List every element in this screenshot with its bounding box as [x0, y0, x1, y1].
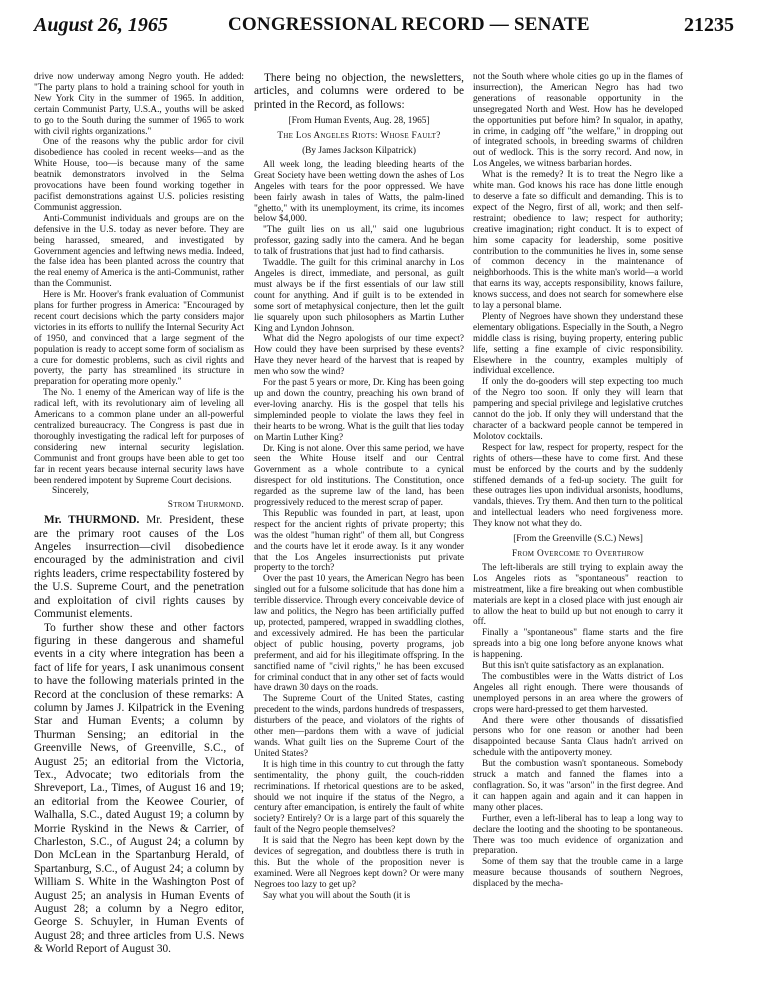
letter-closing: Sincerely,: [52, 486, 89, 497]
article-headline: From Overcome to Overthrow: [512, 548, 644, 559]
article-source: [From Human Events, Aug. 28, 1965]: [288, 116, 430, 127]
paragraph: Further, even a left-liberal has to leap a long way to declare the looting and the shooting to be spontaneous. There was too much evidence of organization and preparation.: [473, 813, 683, 857]
column-2: [254, 72, 464, 980]
paragraph: One of the reasons why the public ardor for civil disobedience has cooled in recent weeks—and as the White House, too—is because many of the same beatnik demonstrators involved in the Selma provocations have been found working together in pacifist demonstrations against U.S. policies resisting Communist aggression.: [34, 137, 244, 213]
paragraph: Some of them say that the trouble came in a large measure because thousands of southern Negroes, displaced by the mecha-: [473, 857, 683, 890]
remarks-paragraph: [34, 514, 244, 621]
paragraph: All week long, the leading bleeding hearts of the Great Society have been wetting down the ashes of Los Angeles with tears for the poor oppressed. We have been fairly awash in tales of Watts, the palm-lined "ghetto," with its unemployment, its crime, its incomes below $4,000.: [254, 159, 464, 225]
paragraph: Over the past 10 years, the American Negro has been singled out for a fulsome solicitude that has done him a terrible disservice. Through every conceivable device of law and politics, the Negro has been artificially puffed up, protected, pampered, wrapped in swaddling clothes, and excessively admired. He has been the particular object of public housing, poverty programs, job preferment, and aid for his illegitimate offspring. In the sanctified name of "civil rights," he has been excused for criminal conduct that in any other set of facts would have drawn 30 days on the roads.: [254, 574, 464, 694]
senator-remarks: [34, 514, 244, 956]
article-headline: The Los Angeles Riots: Whose Fault?: [277, 131, 441, 142]
paragraph: Anti-Communist individuals and groups are on the defensive in the U.S. today as never before. They are being harassed, smeared, and investigated by Government agencies and leftwing news media. Indeed, the false idea has been planted across the country that the real enemy of America is the anti-Communist, rather than the Communist.: [34, 213, 244, 290]
remarks-text: Mr. President, these are the primary root causes of the Los Angeles insurrection—civil disobedience encouraged by the administration and civil rights leaders, crime respectability fostered by the U.S. Supreme Court, and the penetration and exploitation of civil rights causes by Communist elements.: [34, 514, 244, 621]
page-number: 21235: [684, 14, 734, 36]
paragraph: Here is Mr. Hoover's frank evaluation of Communist plans for further progress in America: "Encouraged by recent court decisions which the party considers major victories in its efforts to nullify the Internal Security Act of 1950, and convinced that a large segment of the population is ready to accept some form of socialism as a cure for domestic problems, such as civil rights and poverty, the party has streamlined its structure in preparation for operating more openly.": [34, 290, 244, 388]
speaker-name: Mr. THURMOND.: [44, 514, 140, 527]
remarks-paragraph: To further show these and other factors figuring in these dangerous and shameful events in a city where integration has been a fact of life for years, I ask unanimous consent to have the following materials printed in the Record at the conclusion of these remarks: A column by James J. Kilpatrick in the Evening Star and Human Events; a column by Thurman Sensing; an editorial in the Greenville News, of Greenville, S.C., of August 25; an editorial from the Victoria, Tex., Advocate; two editorials from the Shreveport, La., Times, of August 16 and 19; an editorial from the Keowee Courier, of Walhalla, S.C., dated August 19; a column by Morrie Ryskind in the News & Carrier, of Charleston, S.C., of August 24; a column by Don McLean in the Spartanburg Herald, of Spartanburg, S.C., of August 24; a column by William S. White in the Washington Post of August 25; an analysis in Human Events of August 28; a column by a Negro editor, George S. Schuyler, in Human Events of August 28; and three articles from U.S. News & World Report of August 30.: [34, 621, 244, 956]
paragraph: But this isn't quite satisfactory as an explanation.: [482, 661, 664, 672]
record-note: [254, 72, 464, 112]
paragraph: The combustibles were in the Watts district of Los Angeles all right enough. There were thousands of unemployed persons in an area where the growers of crops were hard-pressed to get them harvested.: [473, 671, 683, 715]
paragraph: This Republic was founded in part, at least, upon respect for the ancient rights of private property; this was the oldest "human right" of them all, but Congress and the courts have let it erode away. Is it any wonder that the Los Angeles insurrectionists put private property to the torch?: [254, 508, 464, 574]
publication-title: CONGRESSIONAL RECORD — SENATE: [228, 14, 590, 35]
paragraph: Dr. King is not alone. Over this same period, we have seen the White House itself and our Central Government as a whole contribute to a cynical disrespect for old institutions. The Constitution, once regarded as the supreme law of the land, has been progressively reduced to the merest scrap of paper.: [254, 443, 464, 509]
article-byline: (By James Jackson Kilpatrick): [302, 146, 416, 157]
issue-date: August 26, 1965: [34, 14, 168, 36]
paragraph: Plenty of Negroes have shown they understand these elementary obligations. Especially in the South, a Negro middle class is rising, buying property, entering public life, setting a fine example of civic responsibility. Elsewhere in the country, examples multiply of individual excellence.: [473, 311, 683, 377]
article-source: [From the Greenville (S.C.) News]: [513, 534, 643, 545]
column-3: [473, 72, 683, 980]
page-header: [34, 14, 734, 40]
paragraph: For the past 5 years or more, Dr. King has been going up and down the country, preaching his own brand of ever-loving anarchy. His is the gospel that tells his simpleminded people to violate the laws they feel in their hearts to be wrong. What is the guilt that lies today on Martin Luther King?: [254, 378, 464, 443]
paragraph: What did the Negro apologists of our time expect? How could they have been surprised by these events? Have they never heard of the harvest that is reaped by men who sow the wind?: [254, 334, 464, 378]
paragraph: There being no objection, the newsletters, articles, and columns were ordered to be printed in the Record, as follows:: [254, 72, 464, 111]
paragraph: The Supreme Court of the United States, casting precedent to the winds, pardons hundreds of trespassers, disturbers of the peace, and violators of the rights of other men—pardons them with a wave of judicial wands. What guilt lies on the Supreme Court of the United States?: [254, 694, 464, 759]
column-1: [34, 72, 244, 980]
paragraph: The No. 1 enemy of the American way of life is the radical left, with its revolutionary aim of leveling all Americans to a common plane under an all-powerful centralized bureaucracy. The Congress is past due in thoroughly investigating the radical left for purposes of considering new internal security legislation. Communist and front groups have been able to get too far in recent years because internal security laws have been rendered impotent by Supreme Court decisions.: [34, 388, 244, 486]
paragraph: Finally a "spontaneous" flame starts and the fire spreads into a big one long before anyone knows what is happening.: [473, 628, 683, 661]
paragraph: If only the do-gooders will step expecting too much of the Negro too soon. If only they will learn that pampering and special privilege and legislative crutches cannot do the job. If only they will understand that the character of a backward people cannot be tempered in Molotov cocktails.: [473, 377, 683, 442]
paragraph: It is said that the Negro has been kept down by the devices of segregation, and doubtless there is truth in this. But the whole of the proposition never is examined. Were all Negroes kept down? Or were many Negroes too lazy to get up?: [254, 836, 464, 890]
paragraph: Say what you will about the South (it is: [263, 890, 411, 901]
paragraph: not the South where whole cities go up in the flames of insurrection), the American Negro has had two generations of reasonable opportunity in the unsegregated North and West. How has he developed the opportunities put before him? In squalor, in apathy, in crime, in cadging off "the welfare," in dropping out of integrated schools, in breeding swarms of children out of wedlock. This is the sorry record. And now, in Los Angeles, we witness barbarian hordes.: [473, 72, 683, 170]
paragraph: "The guilt lies on us all," said one lugubrious professor, gazing sadly into the camera. And he began to talk of frustrations that just had to find catharsis.: [254, 225, 464, 258]
paragraph: But the combustion wasn't spontaneous. Somebody struck a match and fanned the flames into a conflagration. So, it was "arson" in the first degree. And it can happen again and again and it can happen in many other places.: [473, 759, 683, 813]
paragraph: Respect for law, respect for property, respect for the rights of others—these have to come first. And these must be enforced by the courts and by the suddenly stiffened demands of a fed-up society. The guilt for these outrages lies upon individual arsonists, hoodlums, vandals, thieves. Try them. And then turn to the political and intellectual leaders who need forgiveness more. They know not what they do.: [473, 442, 683, 530]
paragraph: What is the remedy? It is to treat the Negro like a white man. God knows his race has done little enough to deserve a fate so difficult and demanding. This is to expect of the Negro, first of all, work; and then self-restraint; obedience to law; respect for authority; creative imagination; right conduct. It is to expect of him some capacity for leadership, some positive contribution to the communities he lives in, some sense of common decency in the maintenance of neighborhoods. This is the white man's world—a world that earns its way, accepts responsibility, knows failure, knows success, and does not search for somewhere else to lay a personal blame.: [473, 170, 683, 312]
paragraph: And there were other thousands of dissatisfied persons who for one reason or another had been disappointed because Santa Claus hadn't arrived on schedule with the antipoverty money.: [473, 715, 683, 759]
paragraph: Twaddle. The guilt for this criminal anarchy in Los Angeles is direct, immediate, and personal, as guilt must always be if the first essentials of our law still count for anything. And if guilt is to be extended in some sort of metaphysical conjecture, then let the guilt lie squarely upon such philosophers as Martin Luther King and Lyndon Johnson.: [254, 258, 464, 334]
letter-signature: Strom Thurmond.: [167, 500, 244, 511]
paragraph: drive now underway among Negro youth. He added: "The party plans to hold a training school for youth in New York City in the summer of 1965. In addition, certain Communist Party, U.S.A., youths will be asked to go to the South during the summer of 1965 to work with civil rights organizations.": [34, 72, 244, 137]
paragraph: The left-liberals are still trying to explain away the Los Angeles riots as "spontaneous" reaction to mistreatment, like a fire breaking out when combustible materials are kept in a closed place with just enough air to allow the heat to build up but not enough to carry it off.: [473, 562, 683, 628]
paragraph: It is high time in this country to cut through the fatty sentimentality, the phony guilt, the couch-ridden recriminations. If rhetorical questions are to be asked, should we not inquire if the status of the Negro, a century after emancipation, is entirely the fault of white society? Entirely? Or is a large part of this squarely the fault of the Negro people themselves?: [254, 759, 464, 836]
